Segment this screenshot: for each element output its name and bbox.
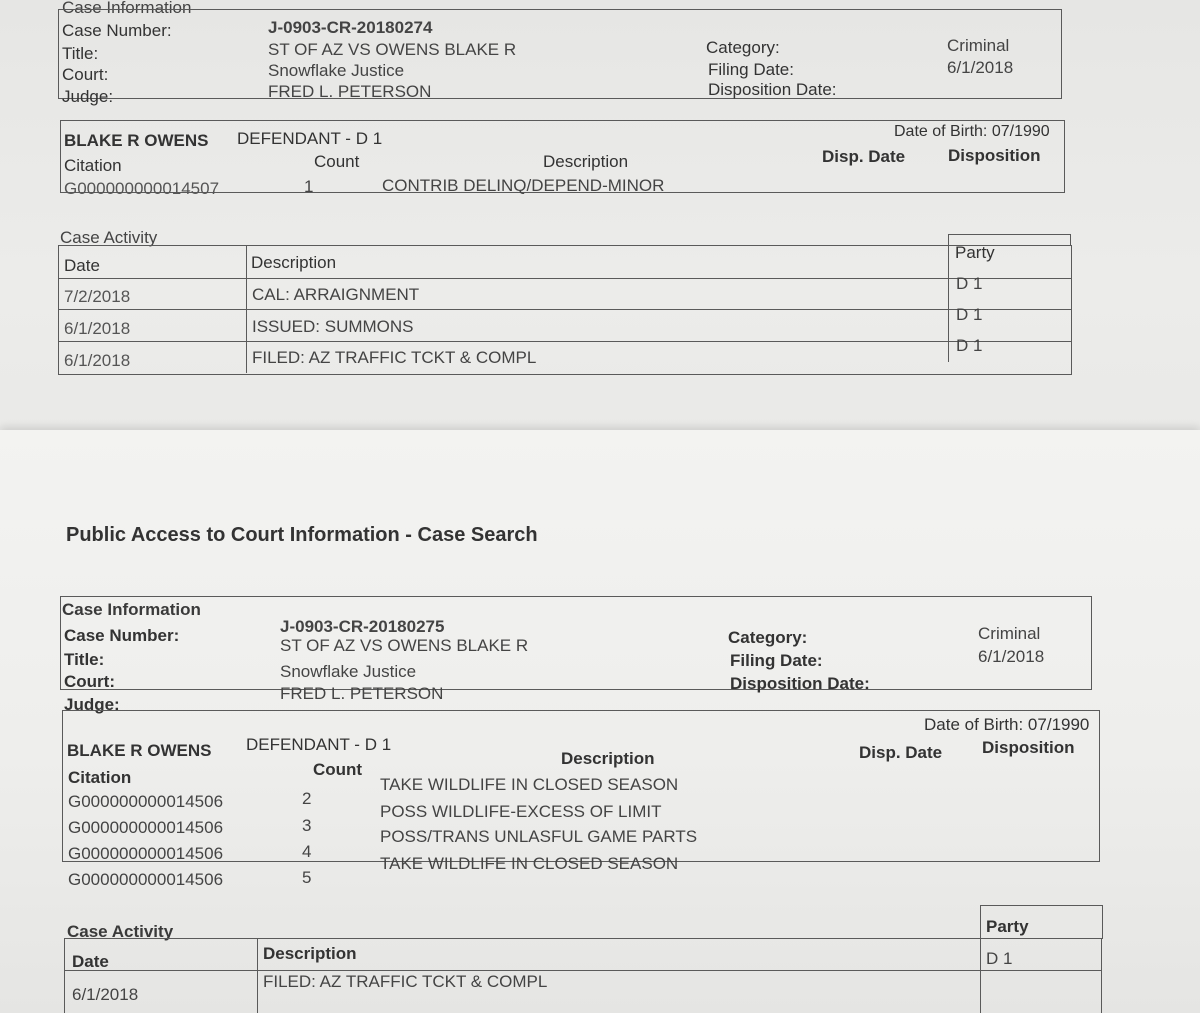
category-value: Criminal <box>978 624 1041 643</box>
disposition-date-label: Disposition Date: <box>708 80 837 99</box>
citation-header: Citation <box>68 768 132 787</box>
party-name: BLAKE R OWENS <box>64 131 209 150</box>
case-activity-table <box>58 245 1072 375</box>
description-header: Description <box>561 749 655 768</box>
case-number-value: J-0903-CR-20180275 <box>280 617 445 636</box>
activity-row-date: 7/2/2018 <box>64 287 131 306</box>
activity-row-description: CAL: ARRAIGNMENT <box>252 285 420 304</box>
description-header: Description <box>543 152 629 171</box>
charge-count: 1 <box>304 177 314 196</box>
activity-description-header: Description <box>263 944 357 963</box>
case-info-heading: Case Information <box>62 0 192 17</box>
charge-count: 5 <box>302 868 312 887</box>
count-header: Count <box>314 152 360 171</box>
judge-label: Judge: <box>62 87 114 106</box>
case-activity-table <box>64 938 1102 1013</box>
activity-row-description: FILED: AZ TRAFFIC TCKT & COMPL <box>263 972 548 991</box>
activity-row-party: D 1 <box>956 274 983 293</box>
court-label: Court: <box>64 672 115 691</box>
case-number-label: Case Number: <box>64 626 180 645</box>
charge-count: 2 <box>302 789 312 808</box>
party-role: DEFENDANT - D 1 <box>237 129 383 148</box>
case-info-heading: Case Information <box>62 600 201 619</box>
case-info-box <box>58 9 1062 99</box>
party-role: DEFENDANT - D 1 <box>246 735 392 754</box>
date-of-birth: Date of Birth: 07/1990 <box>924 715 1090 734</box>
activity-row-date: 6/1/2018 <box>72 985 139 1004</box>
charge-description-link[interactable]: TAKE WILDLIFE IN CLOSED SEASON <box>380 854 679 873</box>
case-activity-heading: Case Activity <box>60 228 158 247</box>
charge-citation-link[interactable]: G000000000014506 <box>68 818 224 837</box>
filing-date-value: 6/1/2018 <box>947 58 1014 77</box>
activity-row-party: D 1 <box>986 949 1013 968</box>
activity-party-header: Party <box>986 917 1029 936</box>
court-link[interactable]: Snowflake Justice <box>280 662 417 681</box>
judge-label: Judge: <box>64 695 120 714</box>
court-link[interactable]: Snowflake Justice <box>268 61 405 80</box>
case-title-value: ST OF AZ VS OWENS BLAKE R <box>280 636 529 655</box>
category-label: Category: <box>728 628 808 647</box>
charge-citation: G000000000014506 <box>68 792 224 811</box>
category-value: Criminal <box>947 36 1010 55</box>
activity-row-party: D 1 <box>956 305 983 324</box>
activity-row-date: 6/1/2018 <box>64 319 131 338</box>
charge-citation-link[interactable]: G000000000014506 <box>68 870 224 889</box>
date-of-birth: Date of Birth: 07/1990 <box>894 123 1050 140</box>
charge-description-link[interactable]: POSS WILDLIFE-EXCESS OF LIMIT <box>380 802 662 821</box>
activity-row-date: 6/1/2018 <box>64 351 131 370</box>
activity-date-header: Date <box>64 256 100 275</box>
disp-date-header: Disp. Date <box>822 147 906 166</box>
disposition-date-label: Disposition Date: <box>730 674 870 693</box>
charge-count: 3 <box>302 816 312 835</box>
citation-header: Citation <box>64 156 122 175</box>
case-number-value: J-0903-CR-20180274 <box>268 18 433 37</box>
case-activity-heading: Case Activity <box>67 922 174 941</box>
charge-citation: G000000000014507 <box>64 179 220 198</box>
filing-date-value: 6/1/2018 <box>978 647 1045 666</box>
category-label: Category: <box>706 38 780 57</box>
printout-page-2 <box>0 430 1200 1013</box>
printout-page-1 <box>0 0 1200 470</box>
disposition-header: Disposition <box>948 146 1041 165</box>
court-label: Court: <box>62 65 109 84</box>
activity-row-description: ISSUED: SUMMONS <box>252 317 414 336</box>
disposition-header: Disposition <box>982 738 1075 757</box>
case-title-value: ST OF AZ VS OWENS BLAKE R <box>268 40 517 59</box>
judge-value: FRED L. PETERSON <box>280 684 444 703</box>
case-info-box <box>60 596 1092 690</box>
judge-value: FRED L. PETERSON <box>268 82 432 101</box>
activity-date-header: Date <box>72 952 109 971</box>
charge-count: 4 <box>302 842 312 861</box>
charge-description: TAKE WILDLIFE IN CLOSED SEASON <box>380 775 679 794</box>
charge-citation: G000000000014506 <box>68 844 224 863</box>
activity-row-description: FILED: AZ TRAFFIC TCKT & COMPL <box>252 348 537 367</box>
filing-date-label: Filing Date: <box>708 60 794 79</box>
activity-party-header: Party <box>955 243 995 262</box>
case-number-label: Case Number: <box>62 21 172 40</box>
activity-row-party: D 1 <box>956 336 983 355</box>
count-header: Count <box>313 760 363 779</box>
charge-description: CONTRIB DELINQ/DEPEND-MINOR <box>382 176 665 195</box>
party-name: BLAKE R OWENS <box>67 741 212 760</box>
filing-date-label: Filing Date: <box>730 651 823 670</box>
disp-date-header: Disp. Date <box>859 743 943 762</box>
charge-description: POSS/TRANS UNLASFUL GAME PARTS <box>380 827 698 846</box>
activity-description-header: Description <box>251 253 337 272</box>
title-label: Title: <box>64 650 105 669</box>
page-heading: Public Access to Court Information - Case Search <box>66 524 538 546</box>
title-label: Title: <box>62 44 99 63</box>
